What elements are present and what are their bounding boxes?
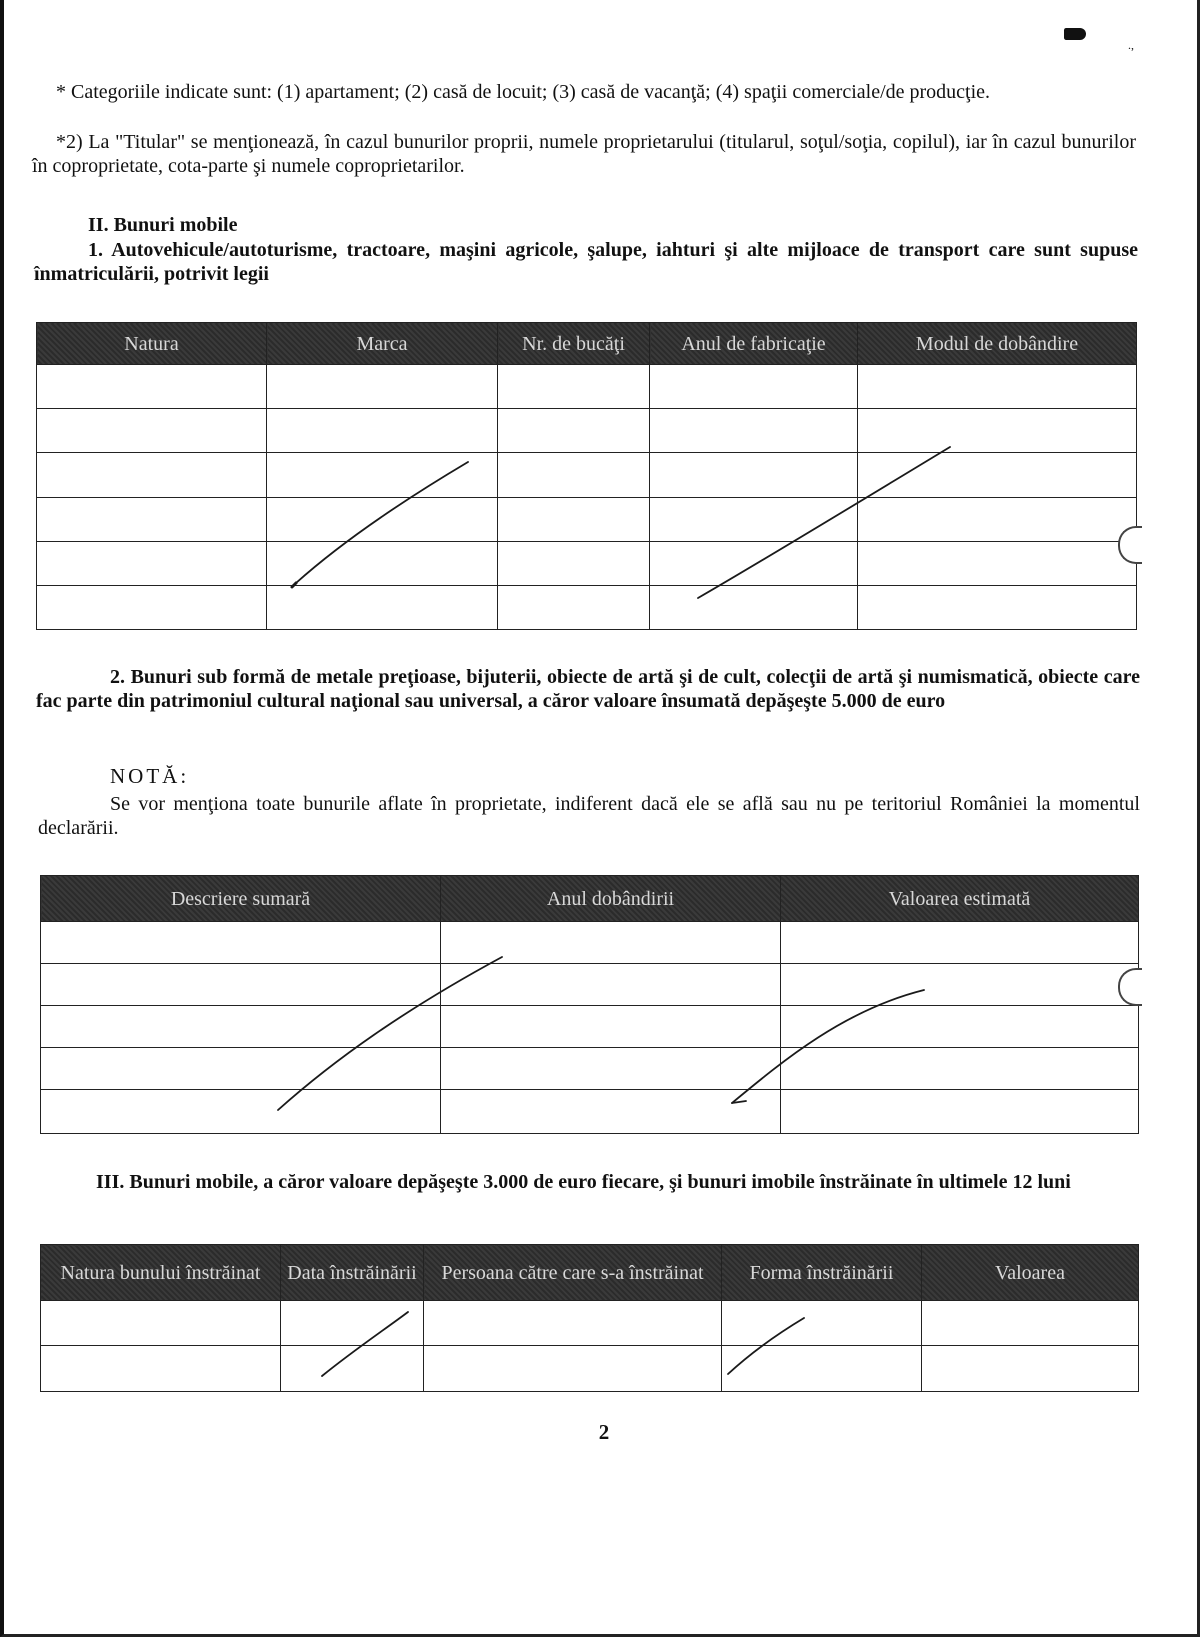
table-row	[41, 922, 1139, 964]
vehicles-header-mod-dobandire: Modul de dobândire	[858, 323, 1137, 365]
section-2-1-heading: 1. Autovehicule/autoturisme, tractoare, maşini agricole, şalupe, iahturi şi alte mijloace de transport care sunt supuse înmatriculării, potrivit legii	[34, 239, 1138, 285]
vehicles-table	[36, 322, 1137, 630]
nota-text: Se vor menţiona toate bunurile aflate în proprietate, indiferent dacă ele se află sau nu pe teritoriul României la momentul declarării.	[38, 793, 1140, 839]
scan-speck: .,	[1128, 38, 1134, 52]
footnote-titular: *2) La "Titular" se menţionează, în cazul bunurilor proprii, numele proprietarului (titularul, soţul/soţia, copilul), iar în cazul bunurilor în coproprietate, cota-parte şi numele coproprietarilor.	[32, 131, 1136, 177]
valuables-table	[40, 875, 1139, 1134]
vehicles-header-an-fabricatie: Anul de fabricaţie	[650, 323, 858, 365]
table-row	[37, 541, 1137, 585]
valuables-header-valoare: Valoarea estimată	[781, 876, 1139, 922]
table-row	[41, 1345, 1139, 1391]
alienated-header-natura: Natura bunului înstrăinat	[41, 1245, 281, 1301]
table-row	[41, 1090, 1139, 1134]
alienated-header-forma: Forma înstrăinării	[722, 1245, 922, 1301]
vehicles-header-natura: Natura	[37, 323, 267, 365]
table-row	[41, 964, 1139, 1006]
scan-mark	[1064, 28, 1086, 40]
table-row	[41, 1301, 1139, 1345]
table-row	[37, 585, 1137, 629]
table-row	[37, 409, 1137, 453]
table-row	[41, 1006, 1139, 1048]
alienated-header-valoare: Valoarea	[922, 1245, 1139, 1301]
table-row	[41, 1048, 1139, 1090]
table-row	[37, 497, 1137, 541]
alienated-header-persoana: Persoana către care s-a înstrăinat	[424, 1245, 722, 1301]
alienated-goods-table	[40, 1244, 1139, 1392]
valuables-header-descriere: Descriere sumară	[41, 876, 441, 922]
nota-label: NOTĂ:	[110, 764, 190, 788]
section-2-title: II. Bunuri mobile	[88, 214, 238, 236]
table-row	[37, 453, 1137, 497]
vehicles-header-nr-bucati: Nr. de bucăţi	[498, 323, 650, 365]
vehicles-header-marca: Marca	[267, 323, 498, 365]
section-2-2-heading: 2. Bunuri sub formă de metale preţioase, bijuterii, obiecte de artă şi de cult, colecţii de artă şi numismatică, obiecte care fac parte din patrimoniul cultural naţional sau universal, a căror valoare însumată depăşeşte 5.000 de euro	[36, 666, 1140, 712]
section-3-heading: III. Bunuri mobile, a căror valoare depăşeşte 3.000 de euro fiecare, şi bunuri imobile înstrăinate în ultimele 12 luni	[96, 1171, 1071, 1193]
alienated-header-data: Data înstrăinării	[281, 1245, 424, 1301]
valuables-header-an-dobandire: Anul dobândirii	[441, 876, 781, 922]
footnote-categories: * Categoriile indicate sunt: (1) apartament; (2) casă de locuit; (3) casă de vacanţă; (4) spaţii comerciale/de producţie.	[56, 81, 991, 103]
table-row	[37, 365, 1137, 409]
page-number: 2	[598, 1420, 610, 1444]
